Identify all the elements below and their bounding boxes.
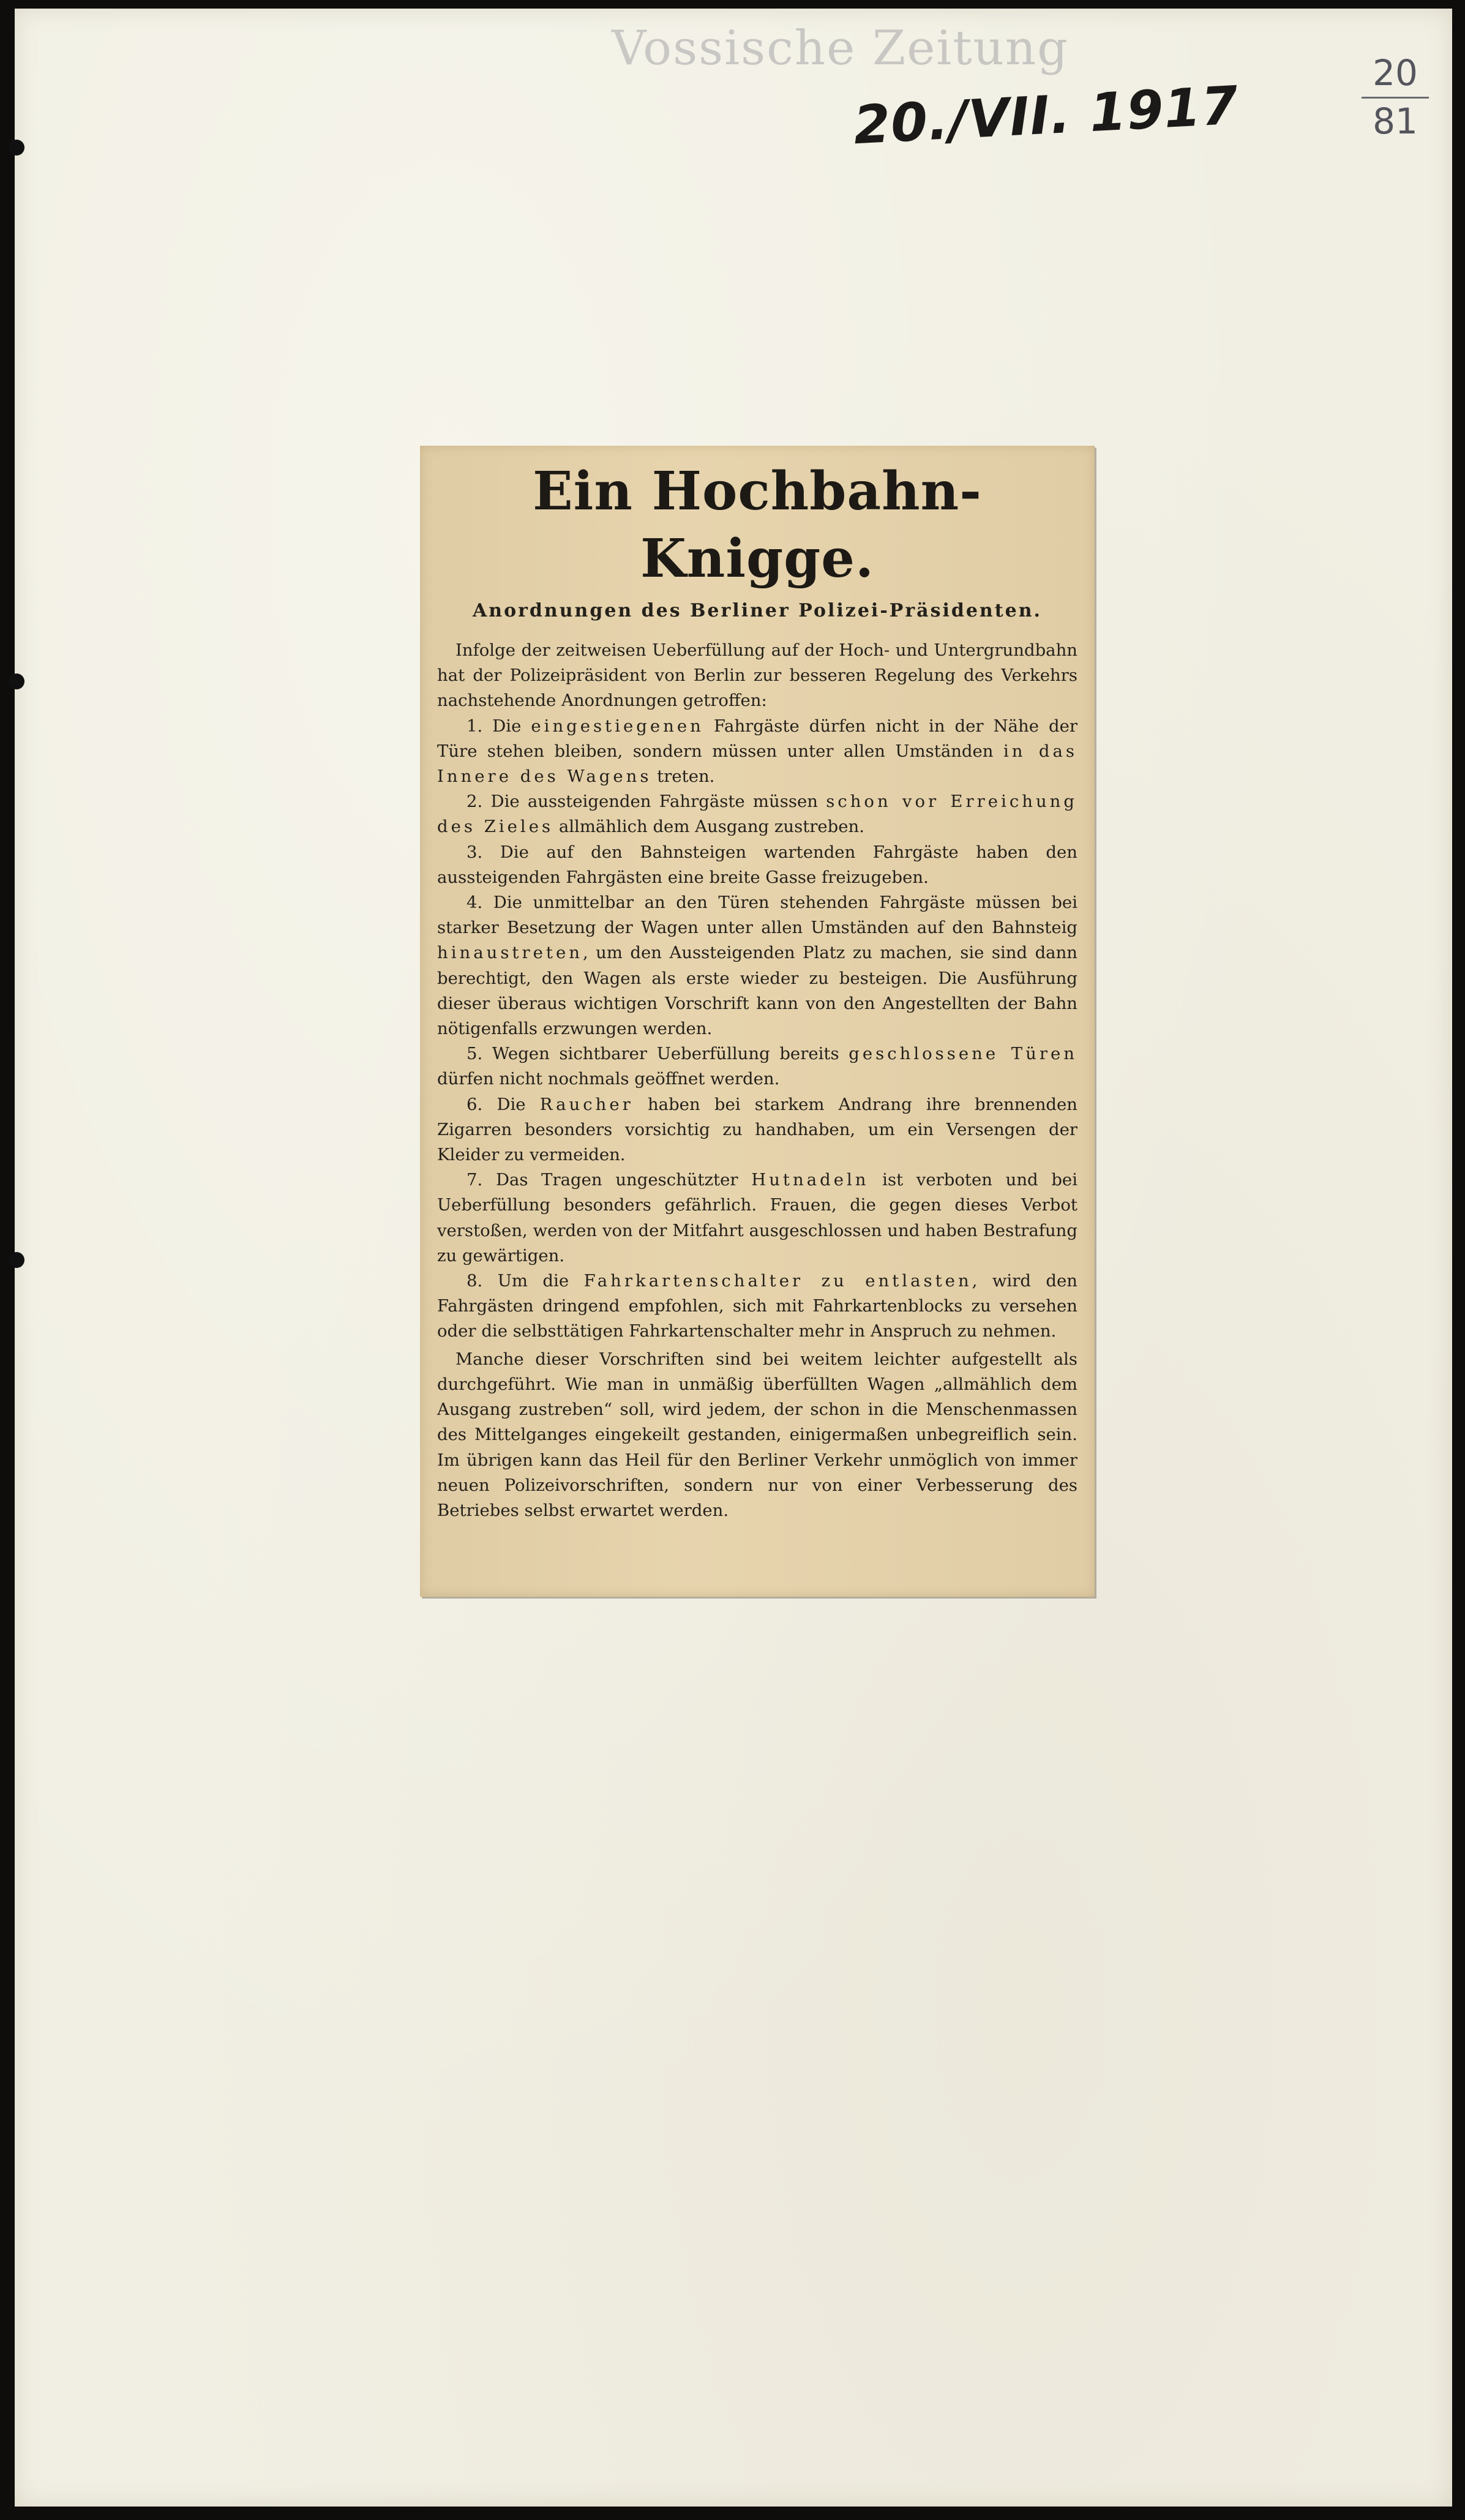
rule-number: 5. [466, 1044, 483, 1064]
folio-bottom: 81 [1373, 100, 1418, 142]
article-subtitle: Anordnungen des Berliner Polizei-Präsidenten. [473, 600, 1042, 621]
rule-number: 6. [466, 1094, 483, 1114]
rule-emphasis: geschlossene Türen [849, 1044, 1077, 1064]
rule-emphasis: Fahrkartenschalter zu entlasten [583, 1271, 972, 1291]
rule-emphasis: in das Innere des Wagens [437, 741, 1078, 787]
rule-text: Das Tragen ungeschützter [495, 1170, 752, 1190]
archive-sheet [15, 9, 1452, 2507]
rule-text: , um den Aussteigenden Platz zu machen, sie sind dann berechtigt, den Wagen als erste wieder zu besteigen. Die Ausführung dieser überaus wichtigen Vorschrift kann von den Angestellten der Bahn nötigenfalls erzwungen werden. [437, 943, 1077, 1039]
handwritten-date: 20./VII. 1917 [852, 75, 1240, 157]
rule-text: Die unmittelbar an den Türen stehenden Fahrgäste müssen bei starker Besetzung der Wagen unter allen Umständen auf den Bahnsteig [437, 893, 1077, 938]
newspaper-stamp: Vossische Zeitung [612, 21, 1070, 76]
article-closing: Manche dieser Vorschriften sind bei weitem leichter aufgestellt als durchgeführt. Wie man in unmäßig überfüllten Wagen „allmählich dem Ausgang zustreben“ soll, wird jedem, der schon in die Menschenmassen des Mittelganges eingekeilt gestanden, einigermaßen unbegreiflich sein. Im übrigen kann das Heil für den Berliner Verkehr unmöglich von immer neuen Polizeivorschriften, sondern nur von einer Verbesserung des Betriebes selbst erwartet werden. [437, 1349, 1077, 1520]
rule-text: Fahrgäste dürfen nicht in der Nähe der Türe stehen bleiben, sondern müssen unter allen Umständen [437, 716, 1078, 761]
folio-top: 20 [1373, 52, 1418, 94]
rules-list [437, 714, 1077, 1344]
rule-text: Die [496, 1094, 540, 1114]
rule-emphasis: Raucher [539, 1094, 634, 1114]
folio-divider [1362, 97, 1429, 99]
rule-text: , wird den Fahrgästen dringend empfohlen, sich mit Fahrkartenblocks zu versehen oder die selbsttätigen Fahrkartenschalter mehr in Anspruch zu nehmen. [437, 1271, 1077, 1341]
rule-text: allmählich dem Ausgang zustreben. [553, 817, 864, 837]
article-title: Ein Hochbahn-Knigge. [533, 460, 982, 590]
rule-number: 4. [466, 893, 483, 913]
article-intro: Infolge der zeitweisen Ueberfüllung auf der Hoch- und Untergrundbahn hat der Polizeipräsident von Berlin zur besseren Regelung des Verkehrs nachstehende Anordnungen getroffen: [437, 640, 1077, 711]
rule-emphasis: Hutnadeln [751, 1170, 869, 1190]
rule-text: Die [492, 716, 531, 736]
rule-number: 3. [466, 842, 483, 862]
punch-hole [9, 1252, 24, 1268]
punch-hole [9, 140, 24, 156]
rule-emphasis: hinaustreten [437, 943, 583, 963]
rule-text: Die auf den Bahnsteigen wartenden Fahrgäste haben den aussteigenden Fahrgästen eine breite Gasse freizugeben. [437, 842, 1077, 887]
rule-item [437, 789, 1077, 839]
rule-item [437, 714, 1077, 790]
punch-hole [9, 673, 24, 689]
newspaper-clipping [420, 446, 1095, 1597]
article-body [437, 638, 1077, 1523]
rule-text: dürfen nicht nochmals geöffnet werden. [437, 1069, 780, 1089]
rule-item [437, 840, 1077, 890]
rule-text: Um die [497, 1271, 584, 1291]
rule-item [437, 1269, 1077, 1344]
rule-text: ist verboten und bei Ueberfüllung besonders gefährlich. Frauen, die gegen dieses Verbot verstoßen, werden von der Mitfahrt ausgeschlossen und haben Bestrafung zu gewärtigen. [437, 1170, 1077, 1266]
rule-text: Wegen sichtbarer Ueberfüllung bereits [492, 1044, 849, 1064]
rule-item [437, 1168, 1077, 1269]
rule-number: 8. [466, 1271, 483, 1291]
rule-text: haben bei starkem Andrang ihre brennenden Zigarren besonders vorsichtig zu handhaben, um ein Versengen der Kleider zu vermeiden. [437, 1094, 1078, 1165]
rule-number: 2. [466, 792, 483, 812]
rule-text: Die aussteigenden Fahrgäste müssen [490, 792, 826, 812]
rule-item [437, 1041, 1077, 1092]
rule-number: 1. [466, 716, 483, 736]
rule-emphasis: eingestiegenen [531, 716, 704, 736]
rule-emphasis: schon vor Erreichung des Zieles [437, 792, 1077, 837]
rule-item [437, 1092, 1077, 1168]
rule-number: 7. [466, 1170, 483, 1190]
folio-number [1362, 51, 1429, 143]
rule-item [437, 890, 1077, 1041]
rule-text: treten. [651, 767, 715, 787]
